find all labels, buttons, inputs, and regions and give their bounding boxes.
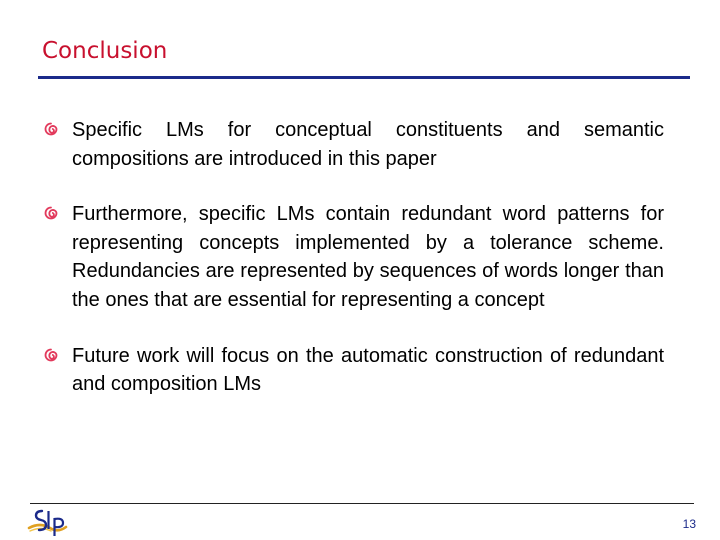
swirl-bullet-icon [44, 348, 58, 362]
swirl-bullet-icon [44, 206, 58, 220]
slide-title: Conclusion [42, 38, 168, 64]
footer-divider [30, 503, 694, 504]
title-divider [38, 76, 690, 79]
swirl-bullet-icon [44, 122, 58, 136]
bullet-item [44, 116, 664, 173]
bullet-text: Specific LMs for conceptual constituents and semantic compositions are introduced in this paper [72, 119, 664, 170]
slp-logo [26, 506, 68, 538]
bullet-text: Future work will focus on the automatic construction of redundant and composition LMs [72, 344, 664, 396]
bullet-text: Furthermore, specific LMs contain redundant word patterns for representing concepts implemented by a tolerance scheme. Redundancies are represented by sequences of words longer than the ones that are essential for representing a concept [72, 203, 664, 311]
page-number: 13 [682, 517, 696, 531]
bullet-item [44, 342, 664, 399]
bullet-item [44, 200, 664, 314]
bullet-list [44, 116, 664, 426]
